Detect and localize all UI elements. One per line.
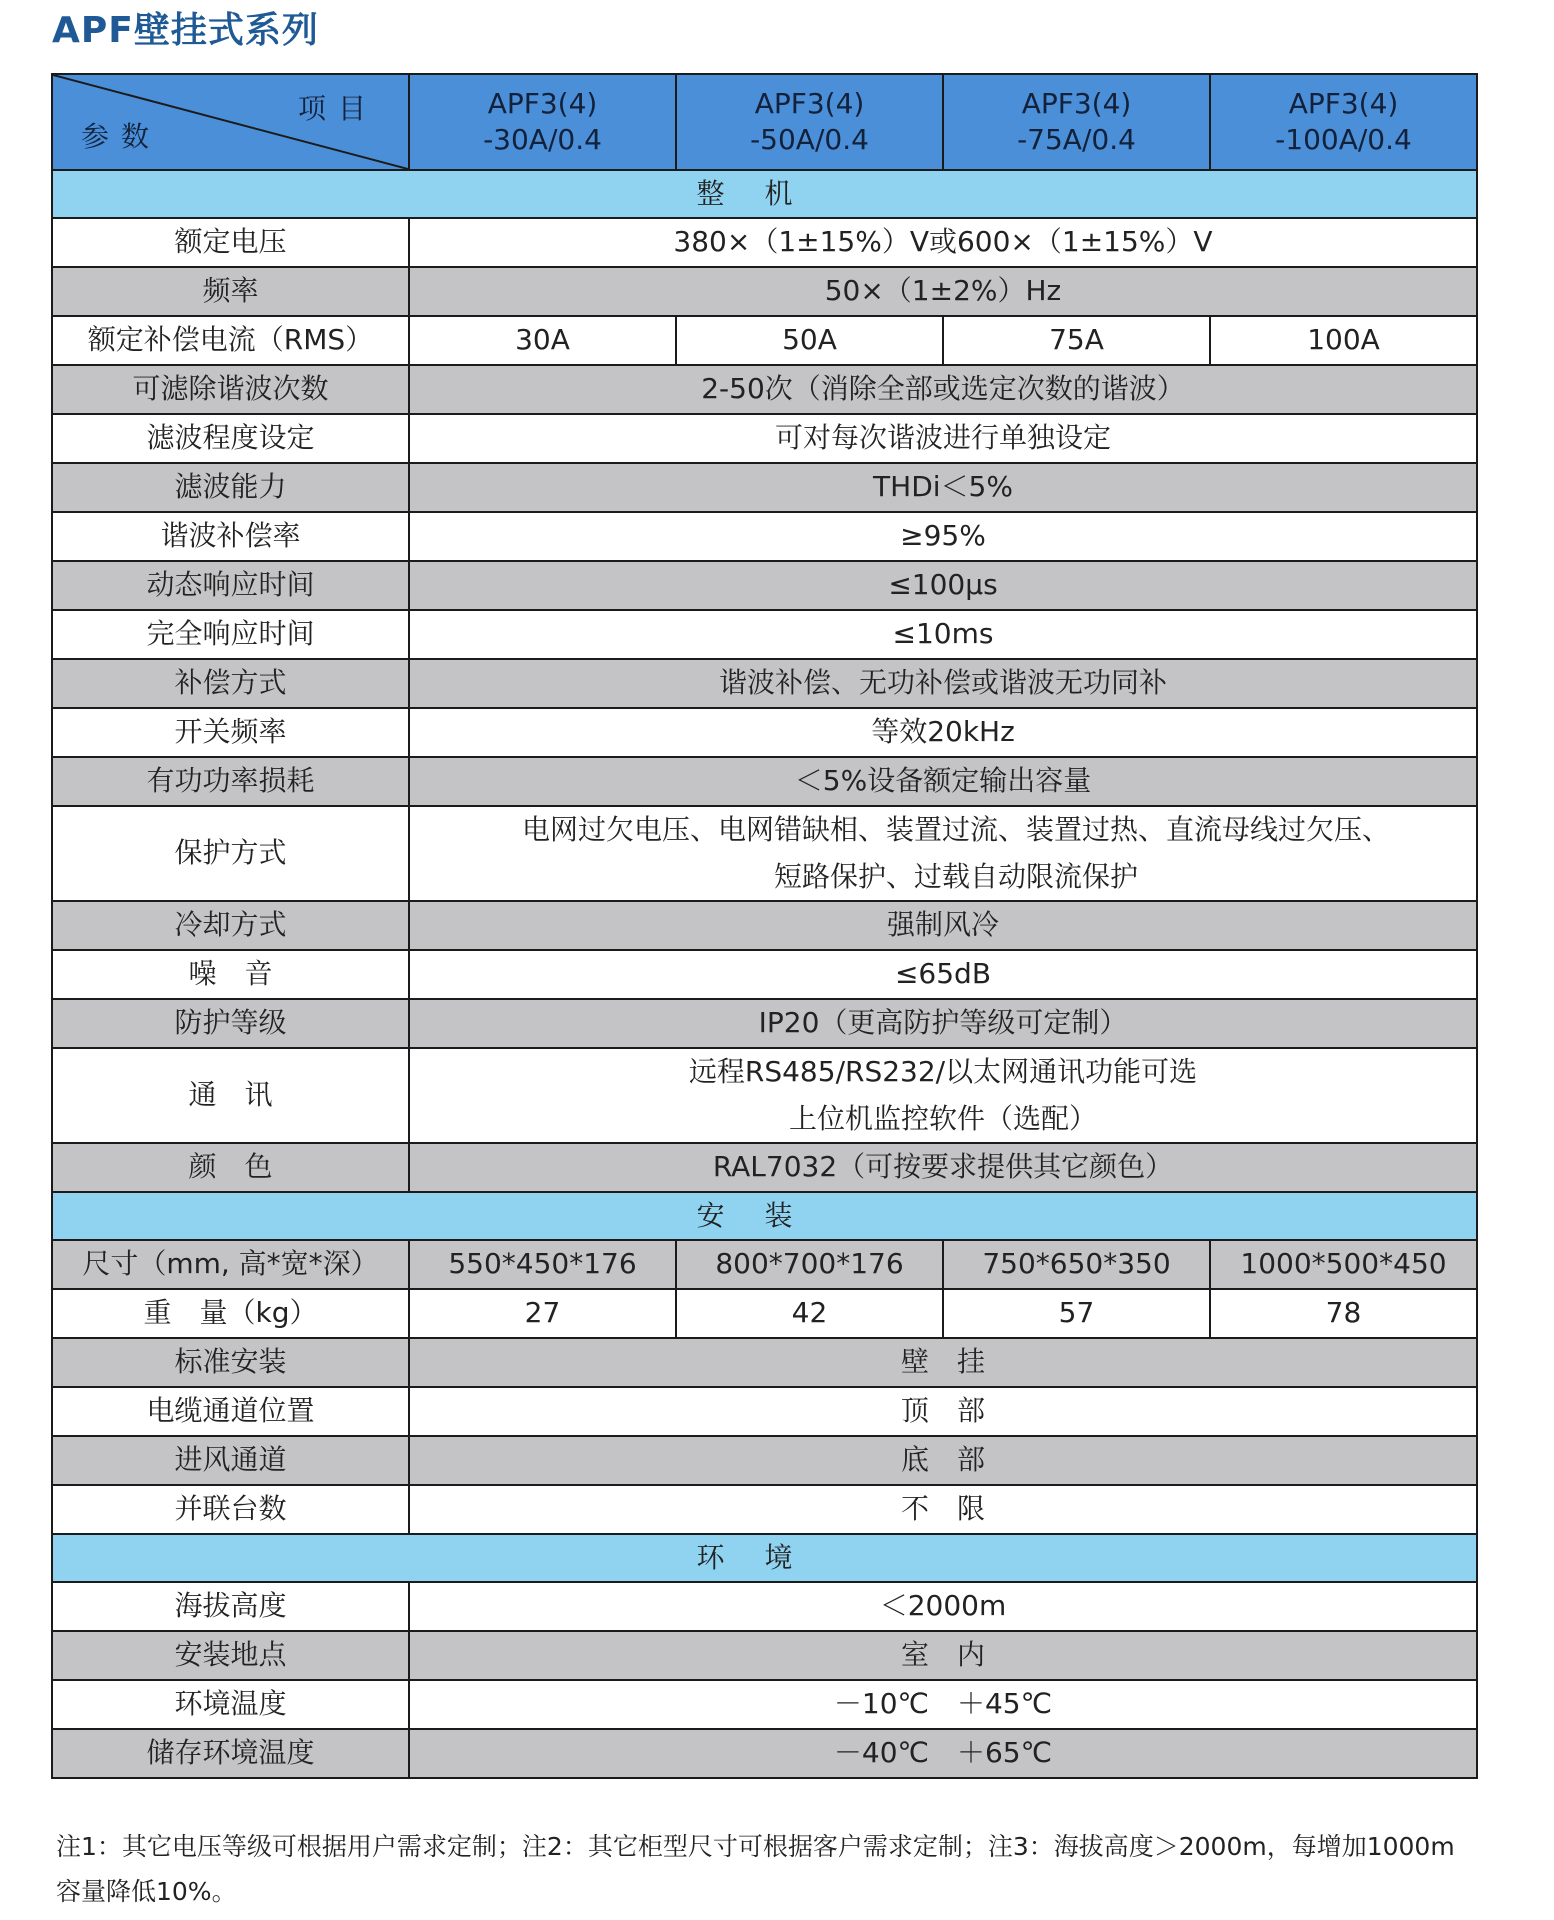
row-label: 进风通道 [52,1436,409,1485]
row-label: 标准安装 [52,1338,409,1387]
table-row [52,659,1477,708]
row-label: 补偿方式 [52,659,409,708]
table-row [52,316,1477,365]
section-title: 安装 [52,1192,1477,1240]
model-header-1: APF3(4) -30A/0.4 [409,74,676,170]
row-value: 室 内 [409,1631,1477,1680]
table-row [52,708,1477,757]
table-row [52,561,1477,610]
row-label: 频率 [52,267,409,316]
row-value: 1000*500*450 [1210,1240,1477,1289]
row-value-line: 上位机监控软件（选配） [788,1101,1097,1135]
row-value: 27 [409,1289,676,1338]
table-row [52,1485,1477,1534]
model-header-2: APF3(4) -50A/0.4 [676,74,943,170]
table-row [52,1143,1477,1192]
table-row [52,757,1477,806]
table-row [52,1048,1477,1143]
table-row [52,1729,1477,1778]
row-label: 滤波程度设定 [52,414,409,463]
table-row [52,1436,1477,1485]
row-label: 海拔高度 [52,1582,409,1631]
row-value: 42 [676,1289,943,1338]
row-value: 75A [943,316,1210,365]
row-label: 开关频率 [52,708,409,757]
row-value: 可对每次谐波进行单独设定 [409,414,1477,463]
table-row [52,463,1477,512]
row-value: 78 [1210,1289,1477,1338]
table-row [52,365,1477,414]
table-row [52,610,1477,659]
row-value [409,1048,1477,1143]
row-value: 50×（1±2%）Hz [409,267,1477,316]
header-corner-cell [52,74,409,170]
row-value: ≤65dB [409,950,1477,999]
row-value: 等效20kHz [409,708,1477,757]
row-value: 强制风冷 [409,901,1477,950]
row-value: －10℃ ＋45℃ [409,1680,1477,1729]
row-label: 通 讯 [52,1048,409,1143]
row-value: 57 [943,1289,1210,1338]
row-label: 噪 音 [52,950,409,999]
model-header-3: APF3(4) -75A/0.4 [943,74,1210,170]
row-value: 壁 挂 [409,1338,1477,1387]
row-label: 可滤除谐波次数 [52,365,409,414]
spec-table [51,73,1478,1779]
row-label: 冷却方式 [52,901,409,950]
section-title: 整机 [52,170,1477,218]
row-label: 并联台数 [52,1485,409,1534]
table-row [52,218,1477,267]
row-value: 顶 部 [409,1387,1477,1436]
row-label: 动态响应时间 [52,561,409,610]
row-label: 谐波补偿率 [52,512,409,561]
row-label: 额定电压 [52,218,409,267]
row-value: 550*450*176 [409,1240,676,1289]
row-label: 完全响应时间 [52,610,409,659]
row-label: 电缆通道位置 [52,1387,409,1436]
row-label: 额定补偿电流（RMS） [52,316,409,365]
table-row [52,1631,1477,1680]
model-header-4: APF3(4) -100A/0.4 [1210,74,1477,170]
row-value: 800*700*176 [676,1240,943,1289]
row-value: RAL7032（可按要求提供其它颜色） [409,1143,1477,1192]
row-value: 2-50次（消除全部或选定次数的谐波） [409,365,1477,414]
table-row [52,267,1477,316]
row-label: 尺寸（mm, 高*宽*深） [52,1240,409,1289]
table-row [52,999,1477,1048]
table-row [52,806,1477,901]
row-value: THDi＜5% [409,463,1477,512]
table-row [52,950,1477,999]
row-value: ＜5%设备额定输出容量 [409,757,1477,806]
row-value: 30A [409,316,676,365]
row-value: －40℃ ＋65℃ [409,1729,1477,1778]
row-value: 380×（1±15%）V或600×（1±15%）V [409,218,1477,267]
row-label: 颜 色 [52,1143,409,1192]
table-row [52,1289,1477,1338]
table-row [52,1338,1477,1387]
row-label: 环境温度 [52,1680,409,1729]
row-value-line: 短路保护、过载自动限流保护 [773,859,1138,893]
section-row-environment [52,1534,1477,1582]
row-value: 50A [676,316,943,365]
table-row [52,1387,1477,1436]
row-label: 防护等级 [52,999,409,1048]
table-row [52,1680,1477,1729]
table-row [52,901,1477,950]
row-value: 750*650*350 [943,1240,1210,1289]
row-value: ≥95% [409,512,1477,561]
table-row [52,414,1477,463]
page-title: APF壁挂式系列 [52,10,319,51]
row-value: ≤100μs [409,561,1477,610]
table-row [52,1240,1477,1289]
row-value: 底 部 [409,1436,1477,1485]
row-value-line: 电网过欠电压、电网错缺相、装置过流、装置过热、直流母线过欠压、 [521,813,1390,847]
row-label: 储存环境温度 [52,1729,409,1778]
row-value: 100A [1210,316,1477,365]
section-row-machine [52,170,1477,218]
header-row [52,74,1477,170]
row-value: 谐波补偿、无功补偿或谐波无功同补 [409,659,1477,708]
header-param-label: 参数 [81,119,162,153]
row-label: 有功功率损耗 [52,757,409,806]
row-value [409,806,1477,901]
row-value: IP20（更高防护等级可定制） [409,999,1477,1048]
row-label: 保护方式 [52,806,409,901]
row-value: ≤10ms [409,610,1477,659]
row-value: ＜2000m [409,1582,1477,1631]
row-value-line: 远程RS485/RS232/以太网通讯功能可选 [688,1055,1198,1089]
row-label: 安装地点 [52,1631,409,1680]
row-value: 不 限 [409,1485,1477,1534]
section-title: 环境 [52,1534,1477,1582]
table-row [52,1582,1477,1631]
row-label: 滤波能力 [52,463,409,512]
table-row [52,512,1477,561]
header-item-label: 项目 [297,92,378,125]
footnote: 注1：其它电压等级可根据用户需求定制；注2：其它柜型尺寸可根据客户需求定制；注3：海拔高度＞2000m，每增加1000m容量降低10%。 [56,1832,1455,1906]
row-label: 重 量（kg） [52,1289,409,1338]
section-row-install [52,1192,1477,1240]
